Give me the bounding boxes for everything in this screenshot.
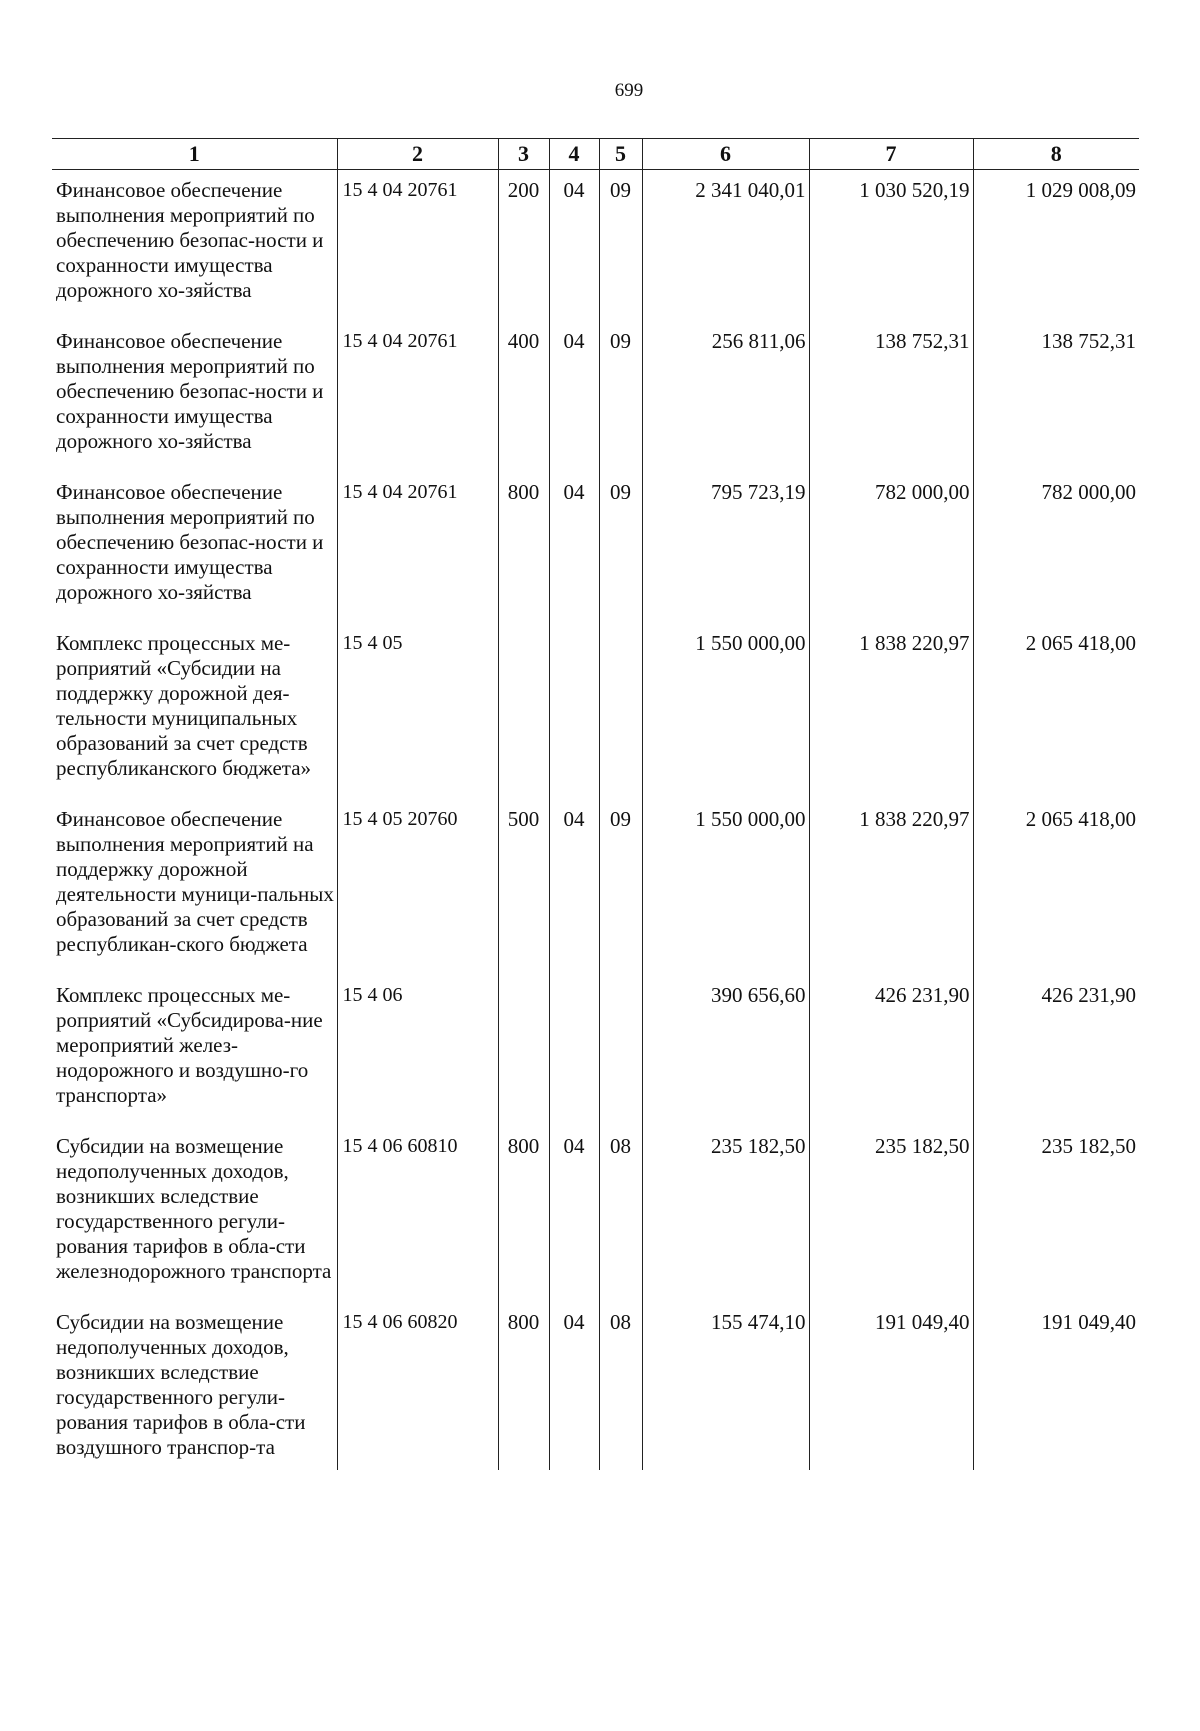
row-value-8: 1 029 008,09 [973, 170, 1139, 322]
header-col-8: 8 [973, 139, 1139, 170]
row-col-4 [549, 623, 599, 799]
row-col-4: 04 [549, 321, 599, 472]
row-value-7: 235 182,50 [809, 1126, 973, 1302]
row-code: 15 4 05 [337, 623, 498, 799]
header-col-3: 3 [498, 139, 549, 170]
budget-table [52, 138, 1139, 1470]
row-value-7: 1 030 520,19 [809, 170, 973, 322]
row-name: Финансовое обеспечение выполнения мероприятий по обеспечению безопас-ности и сохранности имущества дорожного хо-зяйства [52, 170, 337, 322]
row-value-7: 138 752,31 [809, 321, 973, 472]
table-row [52, 1126, 1139, 1302]
header-col-5: 5 [599, 139, 642, 170]
header-col-6: 6 [642, 139, 809, 170]
row-value-6: 235 182,50 [642, 1126, 809, 1302]
row-value-8: 782 000,00 [973, 472, 1139, 623]
row-value-6: 1 550 000,00 [642, 799, 809, 975]
row-value-6: 256 811,06 [642, 321, 809, 472]
table-row [52, 472, 1139, 623]
row-code: 15 4 05 20760 [337, 799, 498, 975]
row-value-7: 426 231,90 [809, 975, 973, 1126]
row-col-5: 09 [599, 472, 642, 623]
table-body [52, 170, 1139, 1471]
row-value-7: 782 000,00 [809, 472, 973, 623]
row-name: Комплекс процессных ме-роприятий «Субсидирова-ние мероприятий желез-нодорожного и воздушно-го транспорта» [52, 975, 337, 1126]
header-col-4: 4 [549, 139, 599, 170]
row-name: Комплекс процессных ме-роприятий «Субсидии на поддержку дорожной дея-тельности муниципальных образований за счет средств республиканского бюджета» [52, 623, 337, 799]
row-value-6: 795 723,19 [642, 472, 809, 623]
row-value-8: 426 231,90 [973, 975, 1139, 1126]
table-row [52, 170, 1139, 322]
row-code: 15 4 06 60810 [337, 1126, 498, 1302]
row-value-6: 2 341 040,01 [642, 170, 809, 322]
row-col-5: 09 [599, 799, 642, 975]
row-code: 15 4 06 60820 [337, 1302, 498, 1470]
table-row [52, 975, 1139, 1126]
row-col-4: 04 [549, 472, 599, 623]
row-code: 15 4 04 20761 [337, 170, 498, 322]
row-col-4: 04 [549, 1126, 599, 1302]
row-col-3: 500 [498, 799, 549, 975]
row-value-8: 2 065 418,00 [973, 799, 1139, 975]
row-name: Финансовое обеспечение выполнения мероприятий по обеспечению безопас-ности и сохранности имущества дорожного хо-зяйства [52, 321, 337, 472]
header-col-2: 2 [337, 139, 498, 170]
row-value-7: 191 049,40 [809, 1302, 973, 1470]
row-col-4: 04 [549, 799, 599, 975]
row-col-3: 800 [498, 1126, 549, 1302]
row-value-8: 191 049,40 [973, 1302, 1139, 1470]
row-value-7: 1 838 220,97 [809, 623, 973, 799]
row-value-8: 138 752,31 [973, 321, 1139, 472]
row-value-6: 155 474,10 [642, 1302, 809, 1470]
row-name: Финансовое обеспечение выполнения мероприятий на поддержку дорожной деятельности муници-пальных образований за счет средств республикан-ского бюджета [52, 799, 337, 975]
row-code: 15 4 06 [337, 975, 498, 1126]
row-col-3: 200 [498, 170, 549, 322]
row-col-5: 09 [599, 321, 642, 472]
row-col-5: 09 [599, 170, 642, 322]
table-row [52, 623, 1139, 799]
row-col-4: 04 [549, 170, 599, 322]
row-col-5 [599, 623, 642, 799]
row-value-8: 2 065 418,00 [973, 623, 1139, 799]
page-number: 699 [614, 80, 644, 101]
row-col-3: 800 [498, 1302, 549, 1470]
row-name: Финансовое обеспечение выполнения мероприятий по обеспечению безопас-ности и сохранности имущества дорожного хо-зяйства [52, 472, 337, 623]
row-code: 15 4 04 20761 [337, 321, 498, 472]
row-col-3 [498, 623, 549, 799]
row-value-7: 1 838 220,97 [809, 799, 973, 975]
row-value-6: 390 656,60 [642, 975, 809, 1126]
row-col-5: 08 [599, 1302, 642, 1470]
row-value-6: 1 550 000,00 [642, 623, 809, 799]
table-row [52, 799, 1139, 975]
budget-table-container [52, 138, 1139, 1470]
row-col-4: 04 [549, 1302, 599, 1470]
header-row [52, 139, 1139, 170]
header-col-1: 1 [52, 139, 337, 170]
table-row [52, 321, 1139, 472]
row-name: Субсидии на возмещение недополученных доходов, возникших вследствие государственного регули-рования тарифов в обла-сти воздушного транспор-та [52, 1302, 337, 1470]
row-name: Субсидии на возмещение недополученных доходов, возникших вследствие государственного регули-рования тарифов в обла-сти железнодорожного транспорта [52, 1126, 337, 1302]
table-row [52, 1302, 1139, 1470]
row-col-5: 08 [599, 1126, 642, 1302]
row-col-5 [599, 975, 642, 1126]
row-col-3 [498, 975, 549, 1126]
row-value-8: 235 182,50 [973, 1126, 1139, 1302]
row-col-3: 400 [498, 321, 549, 472]
row-col-4 [549, 975, 599, 1126]
row-col-3: 800 [498, 472, 549, 623]
row-code: 15 4 04 20761 [337, 472, 498, 623]
header-col-7: 7 [809, 139, 973, 170]
